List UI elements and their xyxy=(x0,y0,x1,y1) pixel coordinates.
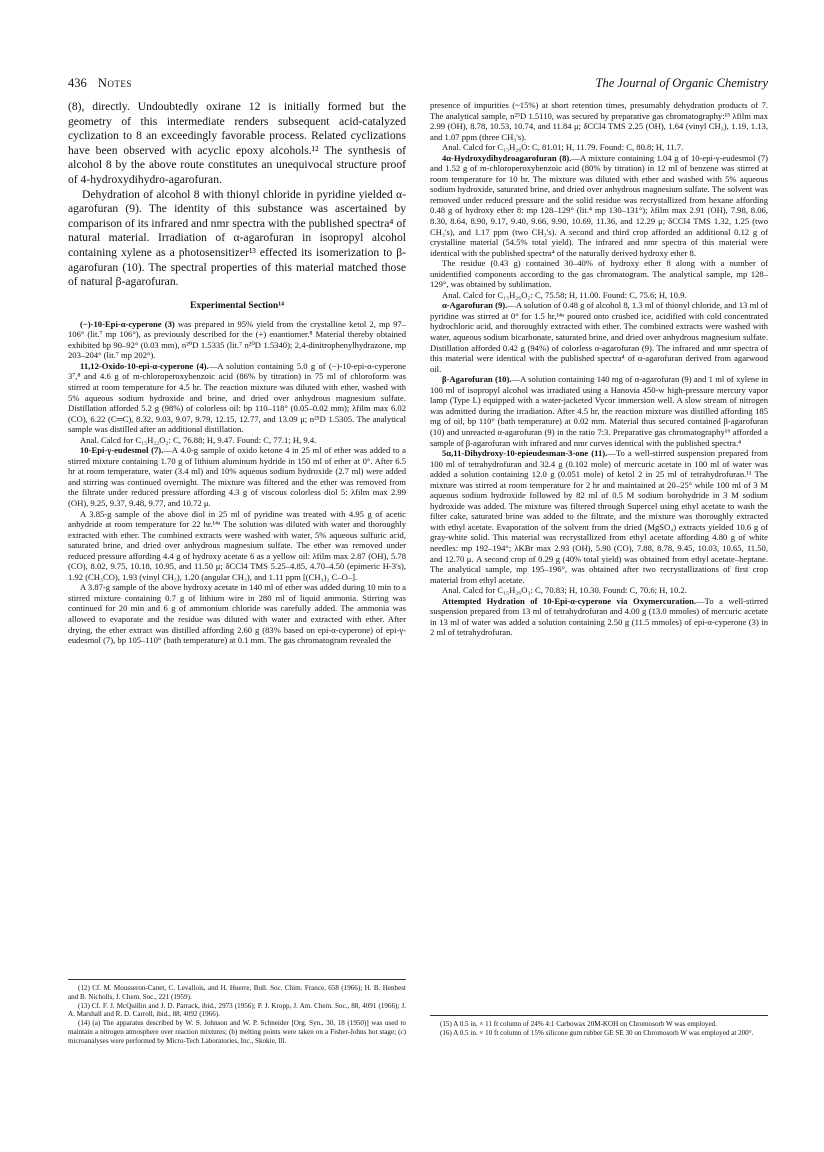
journal-title: The Journal of Organic Chemistry xyxy=(595,76,768,90)
right-column xyxy=(430,100,768,638)
compound-title: 10-Epi-γ-eudesmol (7). xyxy=(80,445,164,456)
analysis-line: Anal. Calcd for C₁₅H₂₆O: C, 81.01; H, 11.79. Found: C, 80.8; H, 11.7. xyxy=(442,142,684,153)
left-footnotes xyxy=(68,975,406,1046)
footnote: (12) Cf. M. Mousseron-Canet, C. Levallois, and H. Huerre, Bull. Soc. Chim. France, 658 (1966); H. B. Henbest and B. Nicholls, J. Chem. Soc., 221 (1959). xyxy=(68,984,406,1001)
experimental-paragraph xyxy=(430,448,768,585)
experimental-paragraph: The residue (0.43 g) contained 30–40% of hydroxy ether 8 along with a number of unidentified components according to the gas chromatogram. The analytical sample, mp 128–129°, was obtained by sublimation. xyxy=(430,258,768,290)
paragraph-text: —A solution containing 140 mg of α-agarofuran (9) and 1 ml of xylene in 100 ml of isopropyl alcohol was irradiated using a Hanovia 450-w high-pressure mercury vapor lamp (Type L) equipped with a water-jacketed Vycor immersion well. A slow stream of nitrogen was admitted during the irradiation. After 4.5 hr, the reaction mixture was distilled affording 185 mg of oil, bp 110° (bath temperature) at 0.02 mm. Material thus secured contained β-agarofuran (10) and unreacted α-agarofuran (9) in the ratio 7:3. Preparative gas chromatography¹⁶ afforded a sample of β-agarofuran with infrared and nmr curves identical with the published spectra.⁴ xyxy=(430,374,768,448)
header-left xyxy=(68,76,132,91)
footnote: (13) Cf. F. J. McQuillin and J. D. Parrack, ibid., 2973 (1956); P. J. Kropp, J. Am. Chem. Soc., 88, 4091 (1966); J. A. Marshall and R. D. Carroll, ibid., 88, 4092 (1966). xyxy=(68,1001,406,1019)
experimental-paragraph xyxy=(68,319,406,361)
footnote: (16) A 0.5 in. × 10 ft column of 15% silicone gum rubber GE SE 30 on Chromosorb W was employed at 200°. xyxy=(440,1028,754,1037)
paragraph-text: —A 4.0-g sample of oxido ketone 4 in 25 ml of ether was added to a stirred mixture containing 1.70 g of lithium aluminum hydride in 150 ml of ether at 0°. After 6.5 hr at room temperature, water (3.4 ml) and 10% aqueous sodium hydroxide (2.7 ml) were added and stirring was continued overnight. The mixture was filtered and the ether was removed from the filtrate under reduced pressure affording 4.3 g of viscous colorless diol 5: λfilm max 2.99 (OH), 9.25, 9.37, 9.48, 9.77, and 10.72 μ. xyxy=(68,445,406,509)
compound-title: 4α-Hydroxydihydroagarofuran (8). xyxy=(442,152,572,163)
compound-title: α-Agarofuran (9). xyxy=(442,300,508,311)
paragraph-text: —A mixture containing 1.04 g of 10-epi-γ-eudesmol (7) and 1.52 g of m-chloroperoxybenzoic acid (80% by titration) in 12 ml of benzene was stirred at room temperature for 10 hr. The mixture was diluted with ether and washed with 5% aqueous sodium hydroxide, saturated brine, and dried over anhydrous magnesium sulfate. The solvent was removed under reduced pressure and the solid residue was recrystallized from hexane affording 0.48 g of hydroxy ether 8: mp 128–129° (lit.⁴ mp 130–131°); λfilm max 2.91 (OH), 7.98, 8.06, 8.30, 8.64, 8.90, 9.17, 9.40, 9.66, 9.90, 10.69, 11.36, and 12.29 μ; δCCl4 TMS 1.32, 1.25 (two CH₃'s), and 1.17 ppm (two CH₃'s). A second and third crop afforded an additional 0.12 g of crystalline material (54.5% total yield). The infrared and nmr spectra of this material were identical with the published spectra⁴ of the naturally derived hydroxy ether 8. xyxy=(430,152,768,258)
compound-title: (−)-10-Epi-α-cyperone (3) xyxy=(80,318,175,329)
experimental-paragraph xyxy=(430,153,768,258)
left-column xyxy=(68,100,406,646)
experimental-paragraph xyxy=(430,374,768,448)
right-footnotes xyxy=(430,1011,768,1038)
analysis-line: Anal. Calcd for C₁₅H₂₆O₃: C, 70.83; H, 10.30. Found: C, 70.6; H, 10.2. xyxy=(442,585,687,596)
experimental-paragraph: presence of impurities (~15%) at short retention times, presumably dehydration products of 7. The analytical sample, n²⁵D 1.5110, was secured by preparative gas chromatography:¹⁵ λfilm max 2.99 (OH), 8.78, 10.53, 10.74, and 11.84 μ; δCCl4 TMS 2.25 (OH), 1.64 (vinyl CH₃), 1.19, 1.13, and 1.07 ppm (three CH₃'s). xyxy=(430,100,768,142)
analysis-line: Anal. Calcd for C₁₅H₂₆O₂: C, 75.58; H, 11.00. Found: C, 75.6; H, 10.9. xyxy=(442,289,687,300)
page-header xyxy=(68,76,768,94)
experimental-paragraph xyxy=(68,361,406,435)
experimental-paragraph: A 3.87-g sample of the above hydroxy acetate in 140 ml of ether was added during 10 min to a stirred mixture containing 0.7 g of lithium wire in 280 ml of liquid ammonia. Stirring was continued for 20 min and 6 g of ammonium chloride was carefully added. The ammonia was allowed to evaporate and the residue was diluted with water and extracted with ether. After drying, the ether extract was distilled affording 2.60 g (83% based on epi-α-cyperone) of epi-γ-eudesmol (7), bp 105–110° (bath temperature) at 0.1 mm. The gas chromatogram revealed the xyxy=(68,582,406,646)
paragraph-text: —To a well-stirred suspension prepared from 13 ml of tetrahydrofuran and 4.00 g (13.0 mmoles) of mercuric acetate in 13 ml of water was added a solution containing 2.50 g (11.5 mmoles) of epi-α-cyperone (3) in 2 ml of tetrahydrofuran. xyxy=(430,595,768,638)
compound-title: β-Agarofuran (10). xyxy=(442,374,512,385)
page-number: 436 xyxy=(68,76,87,90)
compound-title: 5α,11-Dihydroxy-10-epieudesman-3-one (11). xyxy=(442,448,608,459)
experimental-paragraph xyxy=(430,596,768,638)
section-heading: Experimental Section¹⁴ xyxy=(190,299,284,311)
paragraph-text: —A solution containing 5.0 g of (−)-10-epi-α-cyperone 3⁷,⁸ and 4.6 g of m-chloroperoxybenzoic acid (86% by titration) in 75 ml of chloroform was stirred at room temperature for 4.5 hr. The reaction mixture was diluted with ether, washed with 5% aqueous sodium hydroxide and brine, and dried over anhydrous magnesium sulfate. Distillation afforded 5.2 g (98%) of colorless oil: bp 110–118° (0.05–0.02 mm); λfilm max 6.02 (CO), 6.22 (C═C), 8.32, 9.03, 9.07, 9.79, 12.15, 12.77, and 13.09 μ; n²⁵D 1.5305. The analytical sample was distilled after an additional distillation. xyxy=(68,360,406,435)
body-paragraph: Dehydration of alcohol 8 with thionyl chloride in pyridine yielded α-agarofuran (9). The identity of this substance was ascertained by comparison of its infrared and nmr spectra with the published spectra⁴ of natural material. Irradiation of α-agarofuran in isopropyl alcohol containing xylene as a photosensitizer¹³ effected its isomerization to β-agarofuran (10). The spectral properties of this material matched those of natural β-agarofuran. xyxy=(68,187,406,289)
paragraph-text: was prepared in 95% yield from the crystalline ketol 2, mp 97–106° (lit.⁷ mp 106°), as previously described for the (+) enantiomer.⁸ Material thereby obtained exhibited bp 90–92° (0.03 mm), n²⁰D 1.5335 (lit.⁷ n²⁰D 1.5340); 2,4-dinitrophenylhydrazone, mp 203–204° (lit.⁷ mp 202°). xyxy=(68,318,407,361)
experimental-paragraph: A 3.85-g sample of the above diol in 25 ml of pyridine was treated with 4.95 g of acetic anhydride at room temperature for 22 hr.¹⁴ᵃ The solution was diluted with water and thoroughly extracted with ether. The combined extracts were washed with water, 5% aqueous sulfuric acid, saturated brine, and dried over anhydrous magnesium sulfate. The ether was removed under reduced pressure affording 4.4 g of hydroxy acetate 6 as a yellow oil: λfilm max 2.87 (OH), 5.78 (CO), 8.02, 9.75, 10.18, 10.95, and 11.50 μ; δCCl4 TMS 5.25–4.85, 4.70–4.50 (epimeric H-3's), 1.92 (CH₃CO), 1.93 (vinyl CH₃), 1.20 (angular CH₃), and 1.11 ppm [(CH₃)₂ C–O–]. xyxy=(68,508,406,582)
footnote: (15) A 0.5 in. × 11 ft column of 24% 4:1 Carbowax 20M-KOH on Chromosorb W was employed. xyxy=(440,1020,717,1028)
footnote-rule xyxy=(68,979,406,980)
compound-title: Attempted Hydration of 10-Epi-α-cyperone via Oxymercuration. xyxy=(442,595,697,606)
paragraph-text: —A solution of 0.48 g of alcohol 8, 1.3 ml of thionyl chloride, and 13 ml of pyridine was stirred at 0° for 1.5 hr,¹⁴ᵃ poured onto crushed ice, acidified with cold concentrated hydrochloric acid, and thoroughly extracted with ether. The combined extracts were washed with water, aqueous sodium bicarbonate, saturated brine, and dried over anhydrous magnesium sulfate. Distillation afforded 0.42 g (94%) of colorless α-agarofuran (9). The infrared and nmr spectra of this material were identical with the published spectra⁴ of α-agarofuran derived from agarwood oil. xyxy=(430,300,769,374)
footnote: (14) (a) The apparatus described by W. S. Johnson and W. P. Schneider [Org. Syn., 30, 18 (1950)] was used to maintain a nitrogen atmosphere over reaction mixtures; (b) melting points were taken on a Fisher-Johns hot stage; (c) microanalyses were performed by Micro-Tech Laboratories, Inc., Skokie, Ill. xyxy=(68,1019,406,1045)
experimental-paragraph xyxy=(430,300,768,374)
paragraph-text: —To a well-stirred suspension prepared from 100 ml of tetrahydrofuran and 32.4 g (0.102 mole) of mercuric acetate in 100 ml of water was added a solution containing 12.0 g (0.051 mole) of ketol 2 in 25 ml of tetrahydrofuran.¹¹ The mixture was stirred at room temperature for 2 hr and maintained at 20–25° while 100 ml of 3 M aqueous sodium hydroxide followed by 82 ml of 0.5 M sodium borohydride in 3 M sodium hydroxide was added. The mixture was filtered through Supercel using ethyl acetate to wash the filter cake, saturated brine was added to the filtrate, and the mixture was thoroughly extracted with ethyl acetate. Evaporation of the solvent from the dried (MgSO₄) extracts yielded 10.6 g of gray-white solid. This material was recrystallized from ethyl acetate affording 4.80 g of white needles: mp 192–194°; λKBr max 2.93 (OH), 5.90 (CO), 7.88, 8.78, 9.45, 10.03, 10.65, 11.50, and 12.70 μ. A second crop of 0.29 g (40% total yield) was obtained from ethyl acetate–heptane. The analytical sample, mp 195–196°, was obtained after two recrystallizations of first crop material from ethyl acetate. xyxy=(430,448,768,585)
experimental-paragraph xyxy=(68,445,406,508)
section-name: Notes xyxy=(97,76,132,90)
footnote-rule xyxy=(430,1015,768,1016)
body-paragraph: (8), directly. Undoubtedly oxirane 12 is initially formed but the geometry of this intermediate renders subsequent acid-catalyzed cyclization to 8 an exceedingly favorable process. Related cyclizations have been observed with acyclic epoxy alcohols.¹² The synthesis of alcohol 8 by the above route constitutes an unequivocal structure proof of 4-hydroxydihydro-agarofuran. xyxy=(68,100,406,186)
compound-title: 11,12-Oxido-10-epi-α-cyperone (4). xyxy=(80,360,209,371)
analysis-line: Anal. Calcd for C₁₅H₂₂O₂: C, 76.88; H, 9.47. Found: C, 77.1; H, 9.4. xyxy=(80,434,317,445)
